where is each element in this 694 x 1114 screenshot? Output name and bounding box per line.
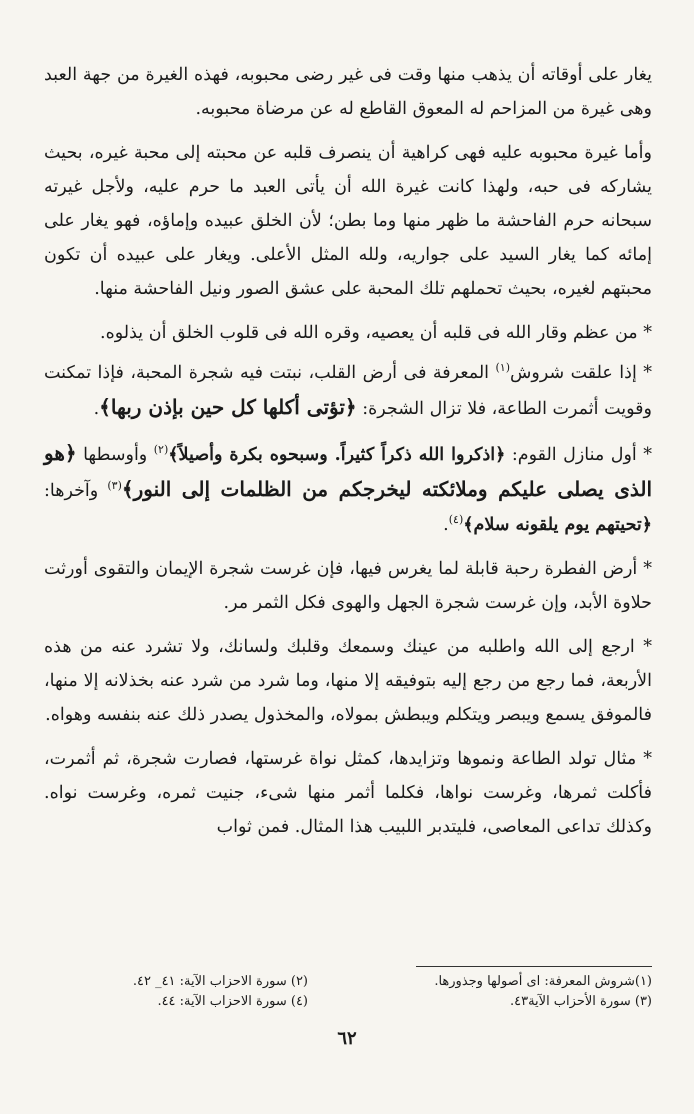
paragraph-8: * مثال تولد الطاعة ونموها وتزايدها، كمثل نواة غرستها، فصارت شجرة، ثم أثمرت، فأكلت ثمرها، وغرست نواها، فكلما أثمر منها شىء، جنيت ثمره، وغرست نواه. وكذلك تداعى المعاصى، فليتدبر اللبيب هذا المثال. فمن ثواب — [44, 749, 652, 837]
p5-text-a: * أول منازل القوم: — [505, 445, 652, 465]
footnote-row — [44, 992, 652, 1012]
footnote-divider — [416, 966, 652, 967]
paragraph-6: * أرض الفطرة رحبة قابلة لما يغرس فيها، فإن غرست شجرة الإيمان والتقوى أورثت حلاوة الأبد، وإن غرست شجرة الجهل والهوى فكل الثمر مر. — [44, 559, 652, 613]
footnote-row — [44, 972, 652, 992]
paragraph-4 — [44, 356, 652, 426]
page-number: ٦٢ — [337, 1028, 357, 1049]
footnote-ref-1: (١) — [495, 361, 510, 375]
footnote-ref-2: (٢) — [153, 443, 169, 457]
paragraph-2: وأما غيرة محبوبه عليه فهى كراهية أن ينصرف قلبه عن محبته إلى محبة غيره، بحيث يشاركه فى حبه، ولهذا كانت غيرة الله أن يأتى العبد ما حرم عليه، ولأجل غيرته سبحانه حرم الفاحشة ما ظهر منها وما بطن؛ لأن الخلق عبيده وإماؤه، فهو يغار على إمائه كما يغار السيد على جواريه، ولله المثل الأعلى. ويغار على عبيده أن تكون محبتهم لغيره، بحيث تحملهم تلك المحبة على عشق الصور ونيل الفاحشة منها. — [44, 143, 652, 299]
footnote-1: (١)شروش المعرفة: اى أصولها وجذورها. — [434, 974, 652, 989]
footnote-ref-4: (٤) — [448, 513, 464, 527]
quran-quote-4: ﴿تحيتهم يوم يلقونه سلام﴾ — [463, 515, 652, 535]
paragraph-5 — [44, 436, 652, 542]
footnote-2: (٢) سورة الاحزاب الآية: ٤١_ ٤٢. — [132, 974, 308, 989]
footnote-3: (٣) سورة الأحزاب الآية٤٣. — [509, 994, 652, 1009]
paragraph-7: * ارجع إلى الله واطلبه من عينك وسمعك وقلبك ولسانك، ولا تشرد عنه من هذه الأربعة، فما رجع من رجع إليه بتوفيقه إلا منها، وما شرد من شرد عنه بخذلانه إلا منها، فالموفق يسمع ويبصر ويتكلم ويبطش بمولاه، والمخذول يصدر ذلك عنه بنفسه وهواه. — [44, 637, 652, 725]
quran-quote-3: ﴿هو الذى يصلى عليكم وملائكته ليخرجكم من الظلمات إلى النور﴾ — [44, 441, 653, 501]
p4-text-a: * إذا علقت شروش — [510, 363, 652, 383]
p5-text-b: وأوسطها — [76, 445, 154, 465]
p5-text-d: . — [443, 515, 449, 535]
footnote-ref-3: (٣) — [107, 479, 122, 493]
p4-text-c: . — [93, 399, 100, 419]
p5-text-c: وآخرها: — [44, 481, 108, 501]
footnotes — [44, 972, 652, 1012]
quran-quote-2: ﴿اذكروا الله ذكراً كثيراً. وسبحوه بكرة وأصيلاً﴾ — [168, 445, 506, 465]
footnote-4: (٤) سورة الاحزاب الآية: ٤٤. — [157, 994, 308, 1009]
p4-text-b: المعرفة فى أرض القلب، نبتت فيه شجرة المحبة، فإذا تمكنت وقويت أثمرت الطاعة، فلا تزال الشجرة: — [44, 363, 652, 419]
paragraph-3: * من عظم وقار الله فى قلبه أن يعصيه، وقره الله فى قلوب الخلق أن يذلوه. — [100, 323, 652, 343]
paragraph-1: يغار على أوقاته أن يذهب منها وقت فى غير رضى محبوبه، فهذه الغيرة من جهة العبد وهى غيرة من المزاحم له المعوق القاطع له عن مرضاة محبوبه. — [44, 65, 652, 119]
quran-quote-1: ﴿تؤتى أكلها كل حين بإذن ربها﴾ — [99, 395, 357, 419]
